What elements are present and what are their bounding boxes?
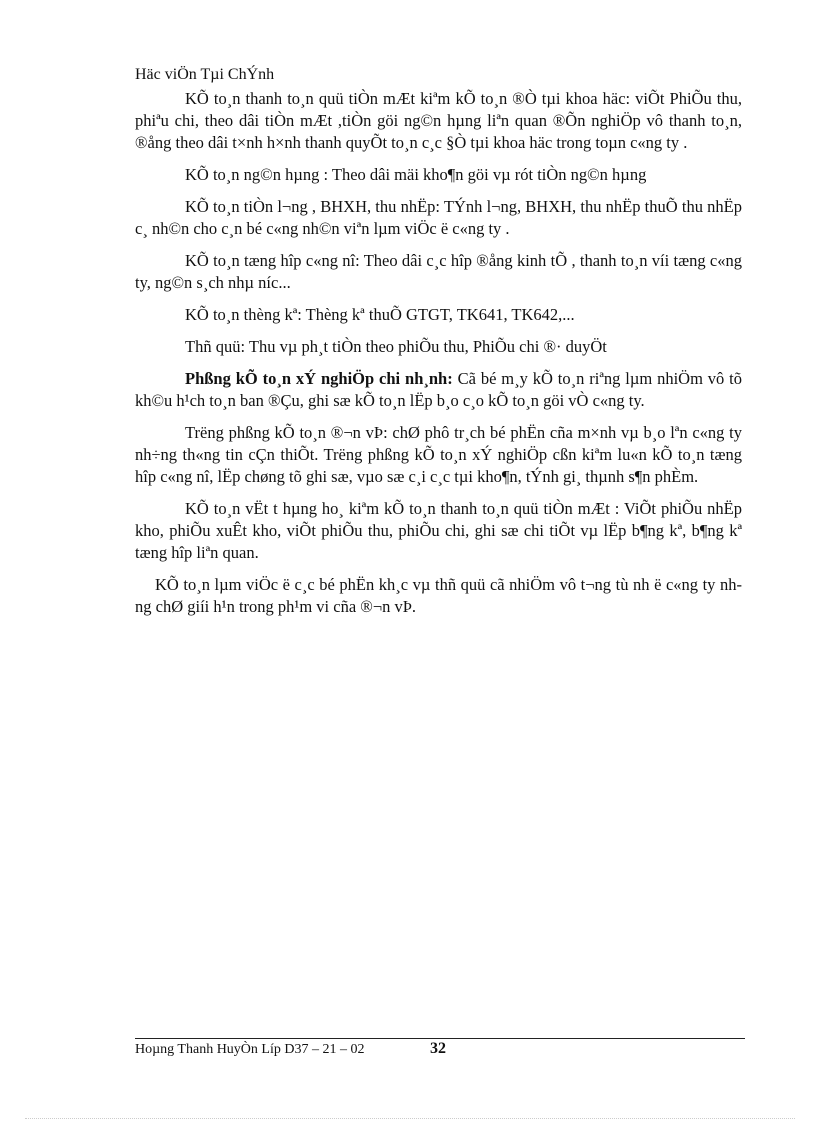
document-body [135, 88, 742, 628]
paragraph-branch-accounting [135, 368, 742, 412]
paragraph-bank-accountant: KÕ to¸n ng©n hµng : Theo dâi mäi kho¶n göi vµ rót tiÒn ng©n hµng [185, 165, 647, 184]
paragraph-materials-accountant: KÕ to¸n vËt t hµng ho¸ kiªm kÕ to¸n thanh to¸n quü tiÒn mÆt : ViÕt phiÕu nhËp kho, phiÕu xuÊt kho, viÕt phiÕu thu, phiÕu chi, ghi sæ chi tiÕt vµ lËp b¶ng kª, b¶ng kª tæng hîp liªn quan. [135, 499, 742, 562]
paragraph-unit-head: Trëng phßng kÕ to¸n ®¬n vÞ: chØ phô tr¸ch bé phËn cña m×nh vµ b¸o lªn c«ng ty nh÷ng th«ng tin cÇn thiÕt. Trëng phßng kÕ to¸n xÝ nghiÖp cßn kiªm lu«n kÕ to¸n tæng hîp c«ng nî, lËp chøng tõ ghi sæ, vµo sæ c¸i c¸c tµi kho¶n, tÝnh gi¸ thµnh s¶n phÈm. [135, 423, 742, 486]
page-edge-divider [25, 1118, 795, 1119]
paragraph-summary: KÕ to¸n lµm viÖc ë c¸c bé phËn kh¸c vµ thñ quü cã nhiÖm vô t¬ng tù nh ë c«ng ty nhng chØ giíi h¹n trong ph¹m vi cña ®¬n vÞ. [135, 575, 742, 616]
paragraph-statistics-accountant: KÕ to¸n thèng kª: Thèng kª thuÕ GTGT, TK641, TK642,... [185, 305, 575, 324]
footer-author: Hoµng Thanh HuyÒn Líp D37 – 21 – 02 [135, 1042, 365, 1057]
footer-divider [135, 1038, 745, 1039]
branch-accounting-text: Cã bé m¸y kÕ to¸n riªng lµm nhiÖm vô tõ kh©u h¹ch to¸n ban ®Çu, ghi sæ kÕ to¸n lËp b¸o c¸o kÕ to¸n göi vÒ c«ng ty. [135, 369, 743, 410]
paragraph-cash-accountant: KÕ to¸n thanh to¸n quü tiÒn mÆt kiªm kÕ to¸n ®Ò tµi khoa häc: viÕt PhiÕu thu, phiªu chi, theo dâi tiÒn mÆt ,tiÒn göi ng©n hµng liªn quan ®Õn nghiÖp vô thanh to¸n, ®ång theo dâi t×nh h×nh thanh quyÕt to¸n c¸c §Ò tµi khoa häc trong toµn c«ng ty . [135, 89, 742, 152]
paragraph-general-accountant: KÕ to¸n tæng hîp c«ng nî: Theo dâi c¸c hîp ®ång kinh tÕ , thanh to¸n víi tæng c«ng ty, ng©n s¸ch nhµ níc... [135, 251, 742, 292]
branch-accounting-heading: Phßng kÕ to¸n xÝ nghiÖp chi nh¸nh: [185, 369, 453, 388]
paragraph-treasurer: Thñ quü: Thu vµ ph¸t tiÒn theo phiÕu thu, PhiÕu chi ®· duyÖt [185, 337, 607, 356]
page-number: 32 [430, 1040, 446, 1057]
paragraph-salary-accountant: KÕ to¸n tiÒn l¬ng , BHXH, thu nhËp: TÝnh l¬ng, BHXH, thu nhËp thuÕ thu nhËp c¸ nh©n cho c¸n bé c«ng nh©n viªn lµm viÖc ë c«ng ty . [135, 197, 742, 238]
page-header: Häc viÖn Tµi ChÝnh [135, 66, 275, 83]
